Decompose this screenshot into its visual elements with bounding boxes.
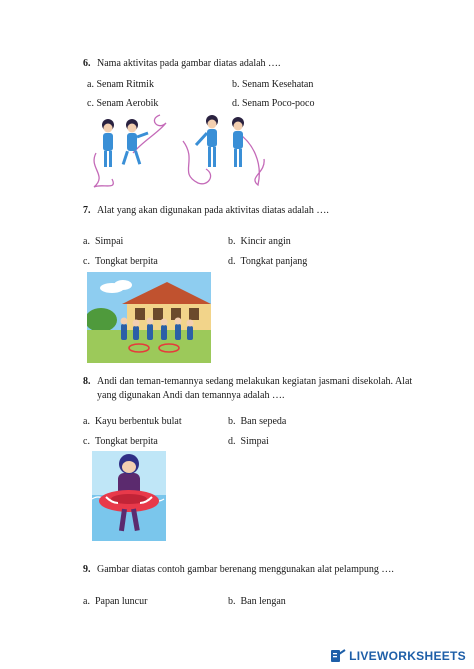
option-text: Simpai — [240, 436, 269, 447]
q7-option-d[interactable] — [228, 256, 307, 267]
question-9-number: 9. — [83, 564, 91, 575]
option-text: Papan luncur — [94, 596, 148, 607]
q7-option-b[interactable] — [228, 236, 291, 247]
ribbon-gymnastics-illustration — [88, 113, 270, 193]
swimming-ring-illustration — [92, 451, 166, 541]
question-8-number: 8. — [83, 376, 91, 387]
option-letter: c. — [87, 98, 94, 109]
q9-option-a[interactable] — [83, 596, 147, 607]
option-letter: c. — [83, 436, 90, 447]
option-text: Kincir angin — [240, 236, 291, 247]
schoolyard-hoops-illustration — [87, 272, 211, 363]
option-letter: a. — [83, 596, 90, 607]
option-letter: a. — [83, 236, 90, 247]
option-letter: d. — [228, 256, 236, 267]
q8-option-a[interactable] — [83, 416, 182, 427]
q6-option-b[interactable] — [232, 79, 313, 90]
gymnast-1 — [102, 119, 114, 167]
option-text: Ban lengan — [240, 596, 286, 607]
gymnast-4 — [232, 117, 244, 167]
option-letter: b. — [228, 416, 236, 427]
brand-text: LIVEWORKSHEETS — [349, 649, 466, 663]
option-text: Senam Aerobik — [96, 98, 159, 109]
option-letter: c. — [83, 256, 90, 267]
option-text: Tongkat berpita — [94, 256, 158, 267]
q6-option-d[interactable] — [232, 98, 315, 109]
option-letter: b. — [228, 596, 236, 607]
option-text: Simpai — [94, 236, 124, 247]
option-letter: d. — [232, 98, 240, 109]
option-letter: b. — [228, 236, 236, 247]
option-text: Tongkat berpita — [94, 436, 158, 447]
q8-option-d[interactable] — [228, 436, 269, 447]
question-7-text: Alat yang akan digunakan pada aktivitas diatas adalah …. — [97, 205, 329, 216]
gymnast-3 — [196, 115, 218, 167]
option-letter: d. — [228, 436, 236, 447]
q6-option-c[interactable] — [87, 98, 158, 109]
option-letter: a. — [83, 416, 90, 427]
liveworksheets-logo-icon — [330, 649, 346, 663]
option-text: Ban sepeda — [240, 416, 287, 427]
question-8-text-line1: Andi dan teman-temannya sedang melakukan kegiatan jasmani disekolah. Alat — [97, 376, 413, 387]
q9-option-b[interactable] — [228, 596, 286, 607]
question-6-number: 6. — [83, 58, 91, 69]
option-text: Tongkat panjang — [240, 256, 308, 267]
liveworksheets-brand[interactable] — [330, 649, 466, 663]
q8-option-b[interactable] — [228, 416, 286, 427]
option-text: Senam Poco-poco — [242, 98, 315, 109]
option-text: Kayu berbentuk bulat — [94, 416, 182, 427]
q7-option-c[interactable] — [83, 256, 158, 267]
question-9-text: Gambar diatas contoh gambar berenang menggunakan alat pelampung …. — [97, 564, 394, 575]
q6-option-a[interactable] — [87, 79, 154, 90]
q7-option-a[interactable] — [83, 236, 123, 247]
option-text: Senam Ritmik — [96, 79, 154, 90]
question-7-number: 7. — [83, 205, 91, 216]
option-letter: b. — [232, 79, 240, 90]
q8-option-c[interactable] — [83, 436, 158, 447]
option-text: Senam Kesehatan — [242, 79, 314, 90]
option-letter: a. — [87, 79, 94, 90]
question-6-text: Nama aktivitas pada gambar diatas adalah …. — [97, 58, 281, 69]
question-8-text-line2: yang digunakan Andi dan temannya adalah …. — [97, 390, 285, 401]
